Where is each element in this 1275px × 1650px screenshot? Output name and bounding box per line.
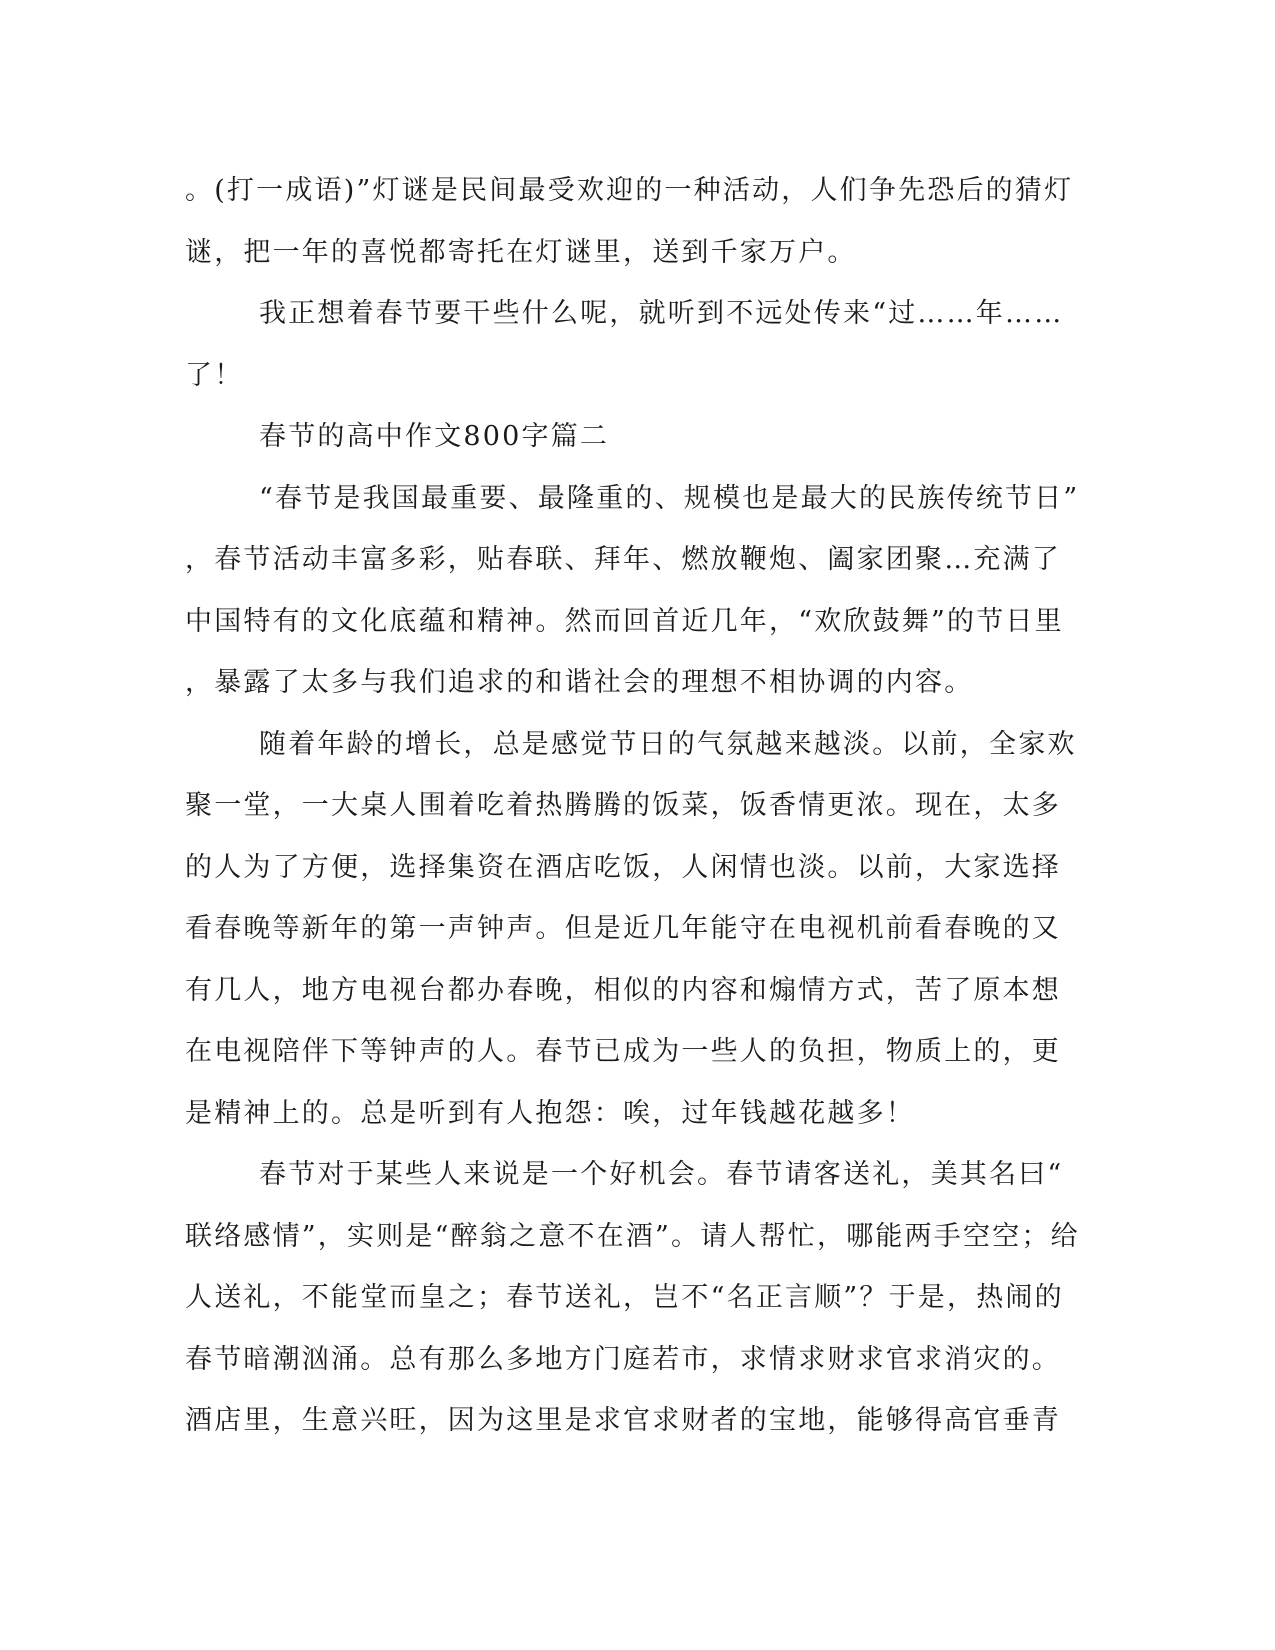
body-text: [185, 160, 1080, 1452]
text-line: 看春晚等新年的第一声钟声。但是近几年能守在电视机前看春晚的又: [185, 913, 1061, 944]
text-line: 在电视陪伴下等钟声的人。春节已成为一些人的负担，物质上的，更: [185, 1036, 1061, 1067]
text-line: 春节暗潮汹涌。总有那么多地方门庭若市，求情求财求官求消灾的。: [185, 1343, 1061, 1375]
text-line: ，春节活动丰富多彩，贴春联、拜年、燃放鞭炮、阖家团聚…充满了: [185, 544, 1061, 575]
text-line: 联络感情”，实则是“醉翁之意不在酒”。请人帮忙，哪能两手空空；给: [185, 1220, 1080, 1252]
text-line: 。(打一成语)”灯谜是民间最受欢迎的一种活动，人们争先恐后的猜灯: [185, 175, 1074, 206]
text-line: 聚一堂，一大桌人围着吃着热腾腾的饭菜，饭香情更浓。现在，太多: [185, 790, 1061, 821]
text-line: 的人为了方便，选择集资在酒店吃饭，人闲情也淡。以前，大家选择: [185, 851, 1061, 883]
section-heading: 春节的高中作文800字篇二: [259, 421, 610, 452]
text-line: 随着年龄的增长，总是感觉节日的气氛越来越淡。以前，全家欢: [259, 728, 1077, 760]
text-line: 中国特有的文化底蕴和精神。然而回首近几年，“欢欣鼓舞”的节日里: [185, 605, 1064, 637]
text-line: 是精神上的。总是听到有人抱怨：唉，过年钱越花越多！: [185, 1097, 915, 1129]
text-line: ，暴露了太多与我们追求的和谐社会的理想不相协调的内容。: [185, 667, 974, 698]
text-line: 酒店里，生意兴旺，因为这里是求官求财者的宝地，能够得高官垂青: [185, 1405, 1061, 1436]
text-line: 我正想着春节要干些什么呢，就听到不远处传来“过……年……: [259, 298, 1064, 329]
text-line: 春节对于某些人来说是一个好机会。春节请客送礼，美其名曰“: [259, 1159, 1064, 1190]
text-line: “春节是我国最重要、最隆重的、规模也是最大的民族传统节日”: [259, 482, 1080, 514]
text-line: 有几人，地方电视台都办春晚，相似的内容和煽情方式，苦了原本想: [185, 974, 1061, 1006]
text-line: 了！: [185, 359, 244, 391]
text-line: 谜，把一年的喜悦都寄托在灯谜里，送到千家万户。: [185, 236, 857, 268]
text-line: 人送礼，不能堂而皇之；春节送礼，岂不“名正言顺”？于是，热闹的: [185, 1282, 1064, 1313]
